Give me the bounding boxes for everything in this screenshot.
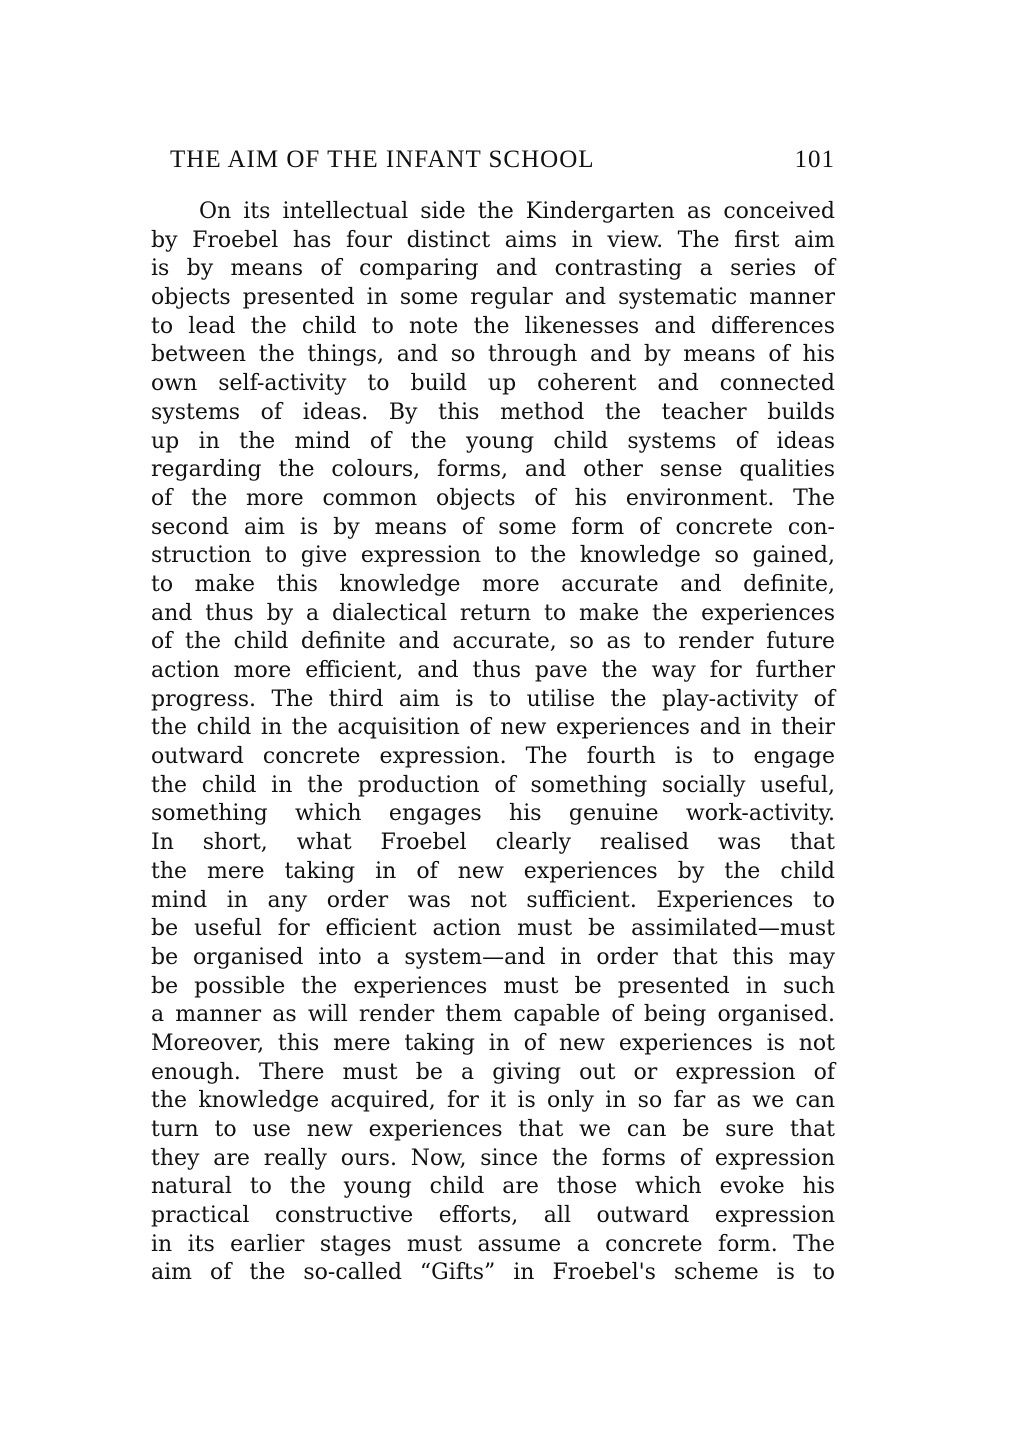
- text-line: the child in the acquisition of new experiences and in their: [151, 715, 835, 741]
- text-line: objects presented in some regular and systematic manner: [151, 285, 835, 311]
- text-line: aim of the so-called “Gifts” in Froebel's scheme is to: [151, 1260, 835, 1286]
- text-line: to lead the child to note the likenesses and differences: [151, 313, 835, 339]
- text-line: own self-activity to build up coherent and connected: [151, 371, 835, 397]
- text-line: Moreover, this mere taking in of new experiences is not: [151, 1030, 835, 1056]
- text-line: of the child definite and accurate, so as to render future: [151, 629, 835, 655]
- text-line: up in the mind of the young child systems of ideas: [151, 428, 835, 454]
- text-line: and thus by a dialectical return to make the experiences: [151, 600, 835, 626]
- text-line: struction to give expression to the knowledge so gained,: [151, 543, 835, 569]
- text-line: between the things, and so through and by means of his: [151, 342, 835, 368]
- text-line: progress. The third aim is to utilise the play-activity of: [151, 686, 835, 712]
- text-line: mind in any order was not sufficient. Experiences to: [151, 887, 835, 913]
- text-line: enough. There must be a giving out or expression of: [151, 1059, 835, 1085]
- text-line: action more efficient, and thus pave the way for further: [151, 658, 835, 683]
- text-line: something which engages his genuine work-activity.: [151, 801, 835, 827]
- text-line: to make this knowledge more accurate and definite,: [151, 571, 835, 597]
- page-header: [170, 140, 835, 180]
- text-line: of the more common objects of his environment. The: [151, 485, 835, 511]
- text-line: outward concrete expression. The fourth is to engage: [151, 744, 835, 770]
- text-line: in its earlier stages must assume a concrete form. The: [151, 1231, 835, 1257]
- text-line: be possible the experiences must be presented in such: [151, 973, 835, 999]
- text-line: natural to the young child are those which evoke his: [151, 1174, 835, 1200]
- text-line: systems of ideas. By this method the teacher builds: [151, 399, 835, 425]
- running-title: THE AIM OF THE INFANT SCHOOL: [170, 146, 595, 173]
- text-line: is by means of comparing and contrasting a series of: [151, 256, 835, 282]
- text-line: be organised into a system—and in order that this may: [151, 944, 835, 970]
- page-number: 101: [794, 146, 835, 173]
- text-line: In short, what Froebel clearly realised was that: [151, 830, 835, 856]
- text-line: be useful for efficient action must be assimilated—must: [151, 916, 835, 942]
- text-line: practical constructive efforts, all outward expression: [151, 1203, 835, 1229]
- text-line: they are really ours. Now, since the forms of expression: [151, 1145, 835, 1171]
- text-line: the mere taking in of new experiences by the child: [151, 858, 835, 884]
- text-line: a manner as will render them capable of being organised.: [151, 1002, 835, 1028]
- text-line: On its intellectual side the Kindergarten as conceived: [199, 199, 835, 224]
- text-line: the child in the production of something socially useful,: [151, 772, 835, 798]
- text-line: second aim is by means of some form of concrete con-: [151, 514, 835, 540]
- text-line: regarding the colours, forms, and other sense qualities: [151, 457, 835, 483]
- text-line: turn to use new experiences that we can be sure that: [151, 1117, 835, 1142]
- body-text: [151, 198, 835, 1288]
- text-line: by Froebel has four distinct aims in view. The first aim: [151, 227, 835, 253]
- text-line: the knowledge acquired, for it is only in so far as we can: [151, 1088, 835, 1114]
